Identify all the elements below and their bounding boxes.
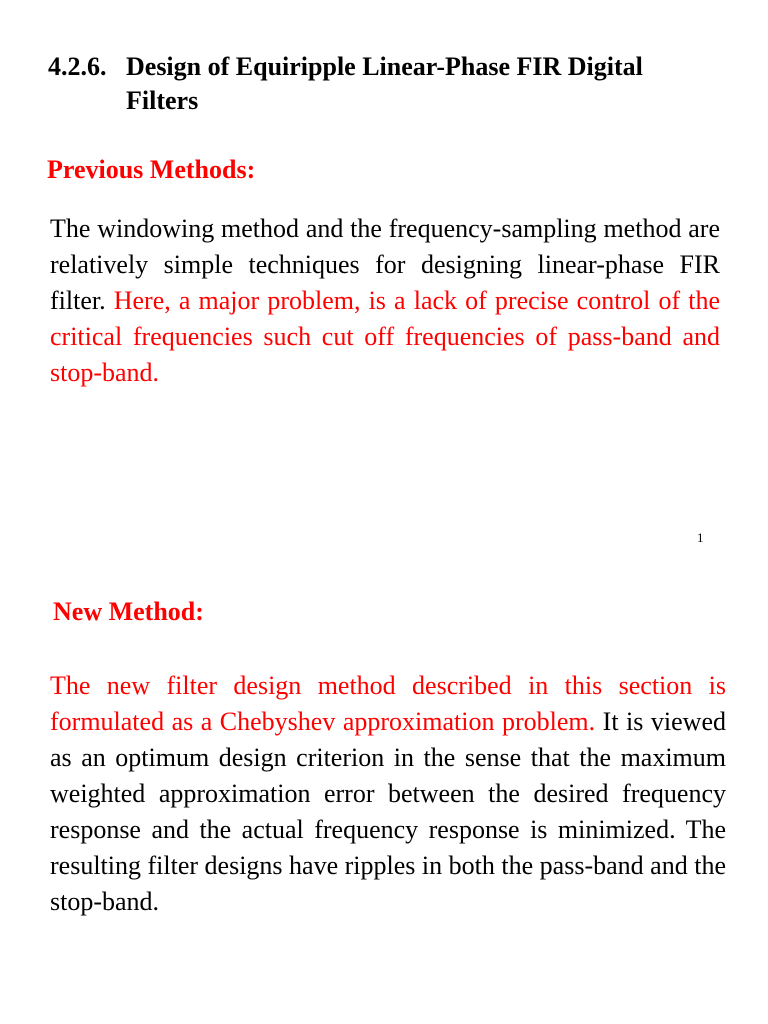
previous-methods-title: Previous Methods: xyxy=(47,155,256,184)
new-method-highlight-text: The new filter design method described in this section is formulated as a Chebyshev approximation problem. xyxy=(50,671,726,736)
new-method-text: It is viewed as an optimum design criterion in the sense that the maximum weighted approximation error between the desired frequency response and the actual frequency response is minimized. The resulting filter designs have ripples in both the pass-band and the stop-band. xyxy=(50,707,726,916)
new-method-title: New Method: xyxy=(53,597,204,626)
previous-methods-text: The windowing method and the frequency-sampling method are relatively simple techniques for designing linear-phase FIR filter. xyxy=(50,214,720,315)
heading-line-2: Filters xyxy=(126,86,199,115)
section-number: 4.2.6. xyxy=(48,52,107,81)
previous-methods-problem-text: Here, a major problem, is a lack of precise control of the critical frequencies such cut off frequencies of pass-band and stop-band. xyxy=(50,286,721,387)
heading-line-1: Design of Equiripple Linear-Phase FIR Digital xyxy=(126,52,643,81)
previous-methods-paragraph xyxy=(50,211,720,391)
page-number: 1 xyxy=(697,530,704,545)
page-heading xyxy=(48,50,738,118)
new-method-paragraph xyxy=(50,668,726,920)
